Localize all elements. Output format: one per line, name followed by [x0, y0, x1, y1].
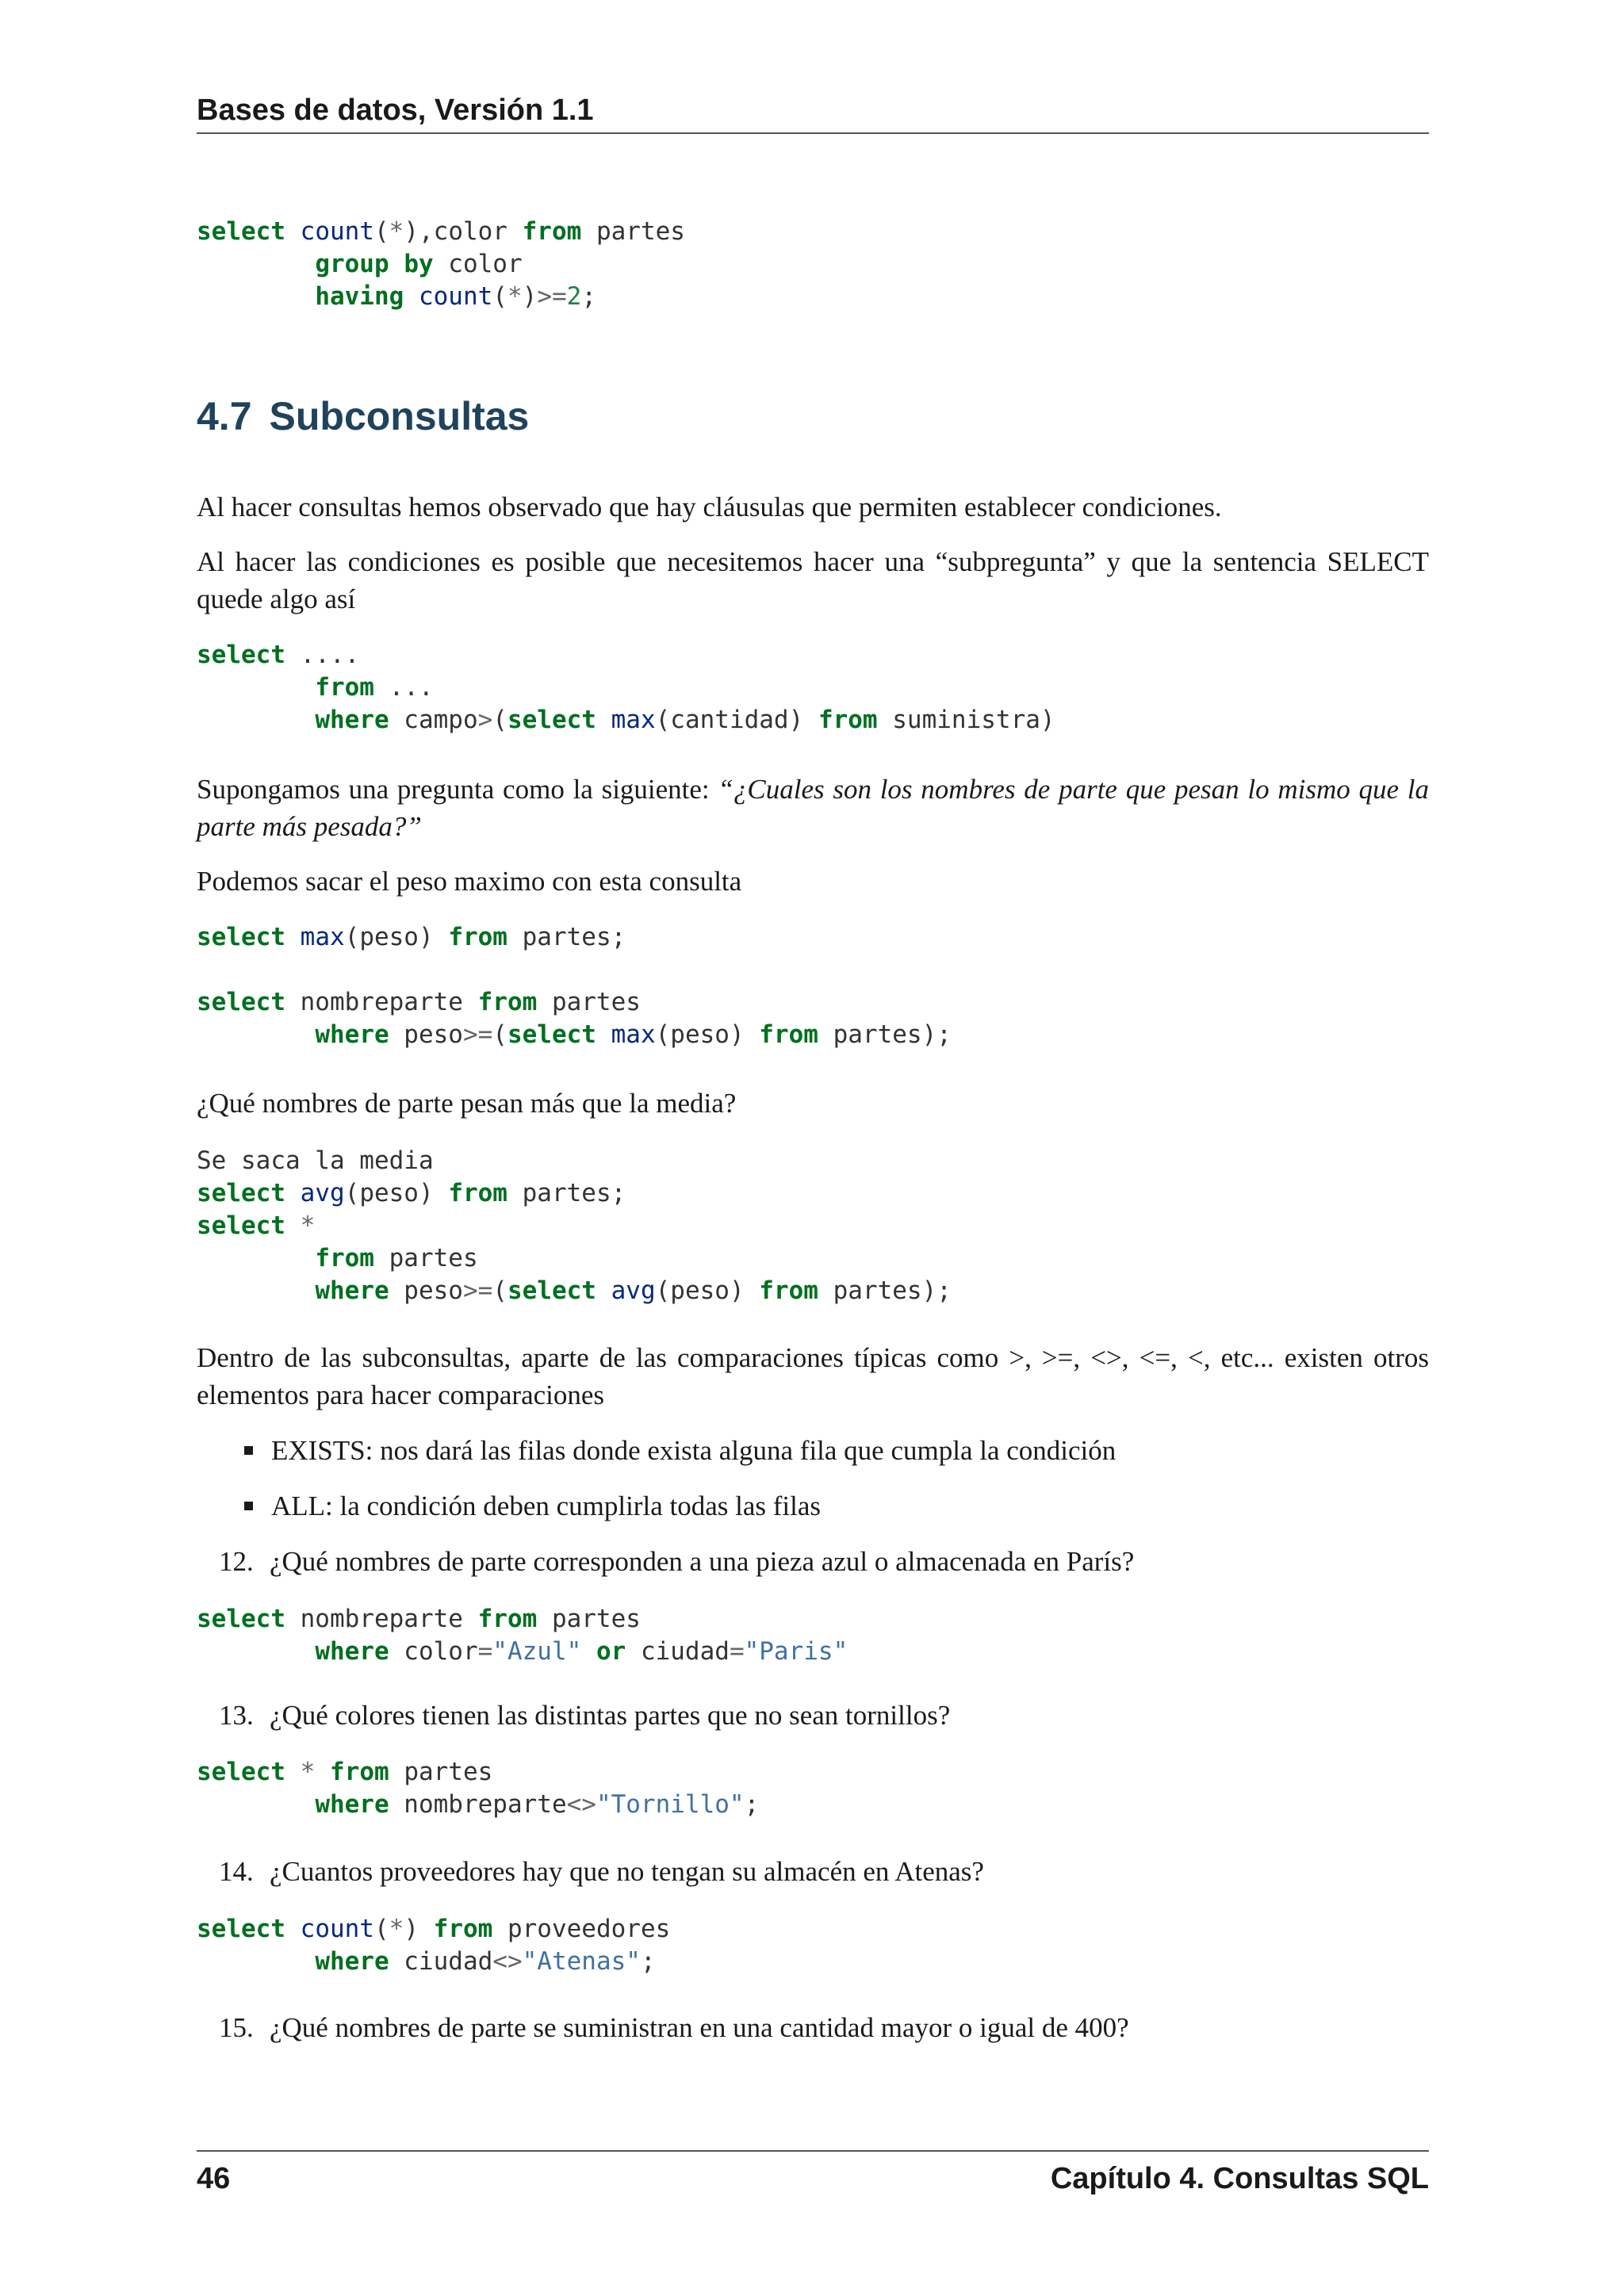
sql-text: (	[373, 217, 389, 246]
paragraph-media: ¿Qué nombres de parte pesan más que la media?	[197, 1088, 737, 1119]
sql-text: partes;	[507, 923, 626, 951]
sql-text: (peso)	[655, 1276, 760, 1305]
code-line	[197, 1244, 478, 1272]
bullet-square-icon	[244, 1446, 253, 1455]
sql-text	[285, 923, 301, 951]
sql-text: proveedores	[492, 1915, 671, 1943]
question-number: 14.	[219, 1856, 254, 1887]
sql-text: nombreparte	[389, 1790, 567, 1819]
sql-keyword: from	[818, 706, 878, 734]
sql-keyword: select	[197, 1758, 285, 1786]
sql-text: ....	[285, 641, 360, 669]
sql-text: ;	[640, 1947, 656, 1976]
sql-text: ;	[581, 282, 596, 311]
sql-text: ;	[744, 1790, 760, 1819]
sql-keyword: from	[522, 217, 582, 246]
paragraph-comparaciones: Dentro de las subconsultas, aparte de las comparaciones típicas como >, >=, <>, <=, <, etc... existen otros elementos para hacer comparaciones	[197, 1342, 1429, 1410]
sql-operator: <>	[492, 1947, 523, 1976]
sql-text: (peso)	[344, 923, 449, 951]
sql-text: (	[373, 1915, 389, 1943]
sql-text: partes	[581, 217, 685, 246]
sql-operator: *	[389, 217, 404, 246]
code-block-q13	[197, 1756, 759, 1821]
sql-text: (peso)	[655, 1020, 760, 1049]
sql-keyword: by	[404, 250, 434, 278]
footer-page-number: 46	[197, 2162, 231, 2195]
sql-text	[197, 1020, 315, 1049]
sql-keyword: select	[507, 1020, 596, 1049]
sql-text: campo	[389, 706, 478, 734]
bullet-text: EXISTS: nos dará las filas donde exista alguna fila que cumpla la condición	[271, 1435, 1116, 1466]
sql-text: nombreparte	[285, 988, 478, 1016]
bullet-item	[244, 1432, 1116, 1469]
code-line	[197, 1790, 759, 1819]
sql-keyword: where	[315, 1276, 389, 1305]
sql-text: (cantidad)	[655, 706, 818, 734]
sql-keyword: where	[315, 1637, 389, 1666]
question-text: ¿Qué nombres de parte se suministran en una cantidad mayor o igual de 400?	[270, 2012, 1129, 2043]
sql-text	[404, 282, 419, 311]
sql-text: (	[492, 282, 508, 311]
sql-text	[581, 1637, 596, 1666]
sql-keyword: from	[448, 923, 508, 951]
sql-operator: >	[477, 706, 493, 734]
sql-operator: >=	[462, 1020, 493, 1049]
sql-text: nombreparte	[285, 1605, 478, 1633]
sql-text: (	[492, 1020, 508, 1049]
sql-keyword: from	[448, 1179, 508, 1207]
code-line	[197, 1211, 315, 1240]
sql-text	[285, 1179, 301, 1207]
sql-text	[285, 1915, 301, 1943]
question-item	[219, 2009, 1129, 2046]
code-line	[197, 1276, 952, 1305]
paragraph-question-example	[197, 771, 1429, 845]
sql-string: "Tornillo"	[596, 1790, 745, 1819]
code-line	[197, 217, 685, 246]
sql-text: Se saca la media	[197, 1146, 434, 1175]
sql-keyword: select	[197, 1915, 285, 1943]
section-heading: Subconsultas	[269, 394, 530, 438]
sql-keyword: or	[596, 1637, 626, 1666]
sql-text: color	[433, 250, 523, 278]
section-title	[197, 393, 546, 439]
sql-keyword: select	[197, 923, 285, 951]
sql-keyword: select	[197, 1211, 285, 1240]
sql-text: ...	[373, 673, 434, 702]
sql-text	[197, 1947, 315, 1976]
section-number: 4.7	[197, 394, 252, 438]
bullet-text: ALL: la condición deben cumplirla todas las filas	[271, 1490, 821, 1521]
sql-text: ciudad	[626, 1637, 730, 1666]
sql-string: "Atenas"	[522, 1947, 641, 1976]
question-number: 15.	[219, 2012, 254, 2043]
code-block-group-by	[197, 216, 685, 313]
sql-keyword: select	[197, 1179, 285, 1207]
sql-text: partes);	[818, 1020, 952, 1049]
sql-string: "Paris"	[744, 1637, 848, 1666]
sql-operator: =	[729, 1637, 745, 1666]
sql-text	[596, 1276, 611, 1305]
sql-text	[197, 250, 315, 278]
sql-function: count	[418, 282, 493, 311]
sql-text: ),color	[404, 217, 523, 246]
sql-operator: >=	[537, 282, 567, 311]
code-line	[197, 706, 1055, 734]
sql-text: partes	[537, 988, 641, 1016]
sql-text	[315, 1758, 330, 1786]
sql-text: partes	[537, 1605, 641, 1633]
sql-keyword: select	[507, 1276, 596, 1305]
sql-keyword: having	[315, 282, 404, 311]
paragraph-peso-maximo: Podemos sacar el peso maximo con esta consulta	[197, 866, 742, 897]
question-item	[219, 1853, 984, 1890]
sql-text	[197, 1637, 315, 1666]
sql-keyword: from	[759, 1020, 818, 1049]
sql-text	[197, 673, 315, 702]
sql-keyword: select	[197, 988, 285, 1016]
sql-keyword: from	[477, 988, 538, 1016]
sql-operator: <>	[566, 1790, 596, 1819]
sql-text	[285, 217, 301, 246]
question-text: ¿Qué colores tienen las distintas partes que no sean tornillos?	[270, 1700, 951, 1731]
sql-text	[285, 1211, 301, 1240]
code-line	[197, 641, 359, 669]
paragraph-question-quote: “¿Cuales son los nombres de parte que pesan lo mismo que la parte más pesada?”	[197, 774, 1429, 842]
question-text: ¿Cuantos proveedores hay que no tengan su almacén en Atenas?	[270, 1856, 984, 1887]
bullet-square-icon	[244, 1502, 253, 1510]
question-number: 13.	[219, 1700, 254, 1731]
sql-function: count	[300, 1915, 374, 1943]
sql-string: "Azul"	[492, 1637, 582, 1666]
sql-function: max	[611, 1020, 656, 1049]
code-block-q14	[197, 1913, 670, 1978]
sql-text	[197, 1790, 315, 1819]
paragraph-question-lead: Supongamos una pregunta como la siguiente:	[197, 774, 718, 805]
sql-text: ciudad	[389, 1947, 493, 1976]
sql-number: 2	[566, 282, 582, 311]
sql-text: partes	[389, 1758, 493, 1786]
sql-keyword: select	[197, 217, 285, 246]
sql-keyword: select	[197, 1605, 285, 1633]
sql-text: )	[522, 282, 538, 311]
sql-function: max	[611, 706, 656, 734]
code-block-avg-peso	[197, 1145, 952, 1307]
sql-operator: =	[477, 1637, 493, 1666]
header-rule	[197, 132, 1429, 134]
sql-function: max	[300, 923, 345, 951]
question-number: 12.	[219, 1546, 254, 1577]
sql-function: avg	[611, 1276, 656, 1305]
code-line	[197, 1146, 434, 1175]
question-item	[219, 1697, 950, 1734]
sql-text	[389, 250, 404, 278]
sql-keyword: from	[315, 1244, 374, 1272]
sql-keyword: where	[315, 706, 389, 734]
sql-text	[197, 1244, 315, 1272]
code-line	[197, 1179, 626, 1207]
sql-text	[197, 706, 315, 734]
sql-text	[285, 1758, 301, 1786]
code-line	[197, 673, 434, 702]
sql-text: partes	[373, 1244, 478, 1272]
sql-operator: >=	[462, 1276, 493, 1305]
sql-text: partes;	[507, 1179, 626, 1207]
code-block-max-peso	[197, 921, 952, 1051]
code-line	[197, 1605, 641, 1633]
sql-keyword: select	[507, 706, 596, 734]
sql-text: peso	[389, 1276, 463, 1305]
code-block-subquery-template	[197, 639, 1055, 737]
sql-operator: *	[507, 282, 523, 311]
sql-keyword: from	[759, 1276, 818, 1305]
header-title: Bases de datos, Versión 1.1	[197, 94, 594, 127]
code-line	[197, 250, 523, 278]
paragraph-intro: Al hacer consultas hemos observado que hay cláusulas que permiten establecer condiciones.	[197, 492, 1222, 522]
bullet-item	[244, 1487, 821, 1525]
sql-text: color	[389, 1637, 478, 1666]
code-line	[197, 1758, 492, 1786]
code-line	[197, 1020, 952, 1049]
code-line	[197, 1637, 848, 1666]
sql-text	[596, 706, 611, 734]
question-text: ¿Qué nombres de parte corresponden a una pieza azul o almacenada en París?	[270, 1546, 1135, 1577]
sql-text: )	[404, 1915, 434, 1943]
sql-text: peso	[389, 1020, 463, 1049]
sql-keyword: from	[477, 1605, 538, 1633]
sql-text: (peso)	[344, 1179, 449, 1207]
sql-function: count	[300, 217, 374, 246]
sql-keyword: select	[197, 641, 285, 669]
sql-keyword: from	[330, 1758, 389, 1786]
code-line	[197, 1915, 670, 1943]
sql-text: (	[492, 1276, 508, 1305]
sql-text: partes);	[818, 1276, 952, 1305]
code-line	[197, 1947, 656, 1976]
sql-keyword: where	[315, 1947, 389, 1976]
code-line	[197, 988, 641, 1016]
sql-text: (	[492, 706, 508, 734]
sql-text	[596, 1020, 611, 1049]
sql-keyword: group	[315, 250, 389, 278]
sql-operator: *	[389, 1915, 404, 1943]
sql-operator: *	[300, 1758, 316, 1786]
footer-chapter-title: Capítulo 4. Consultas SQL	[1050, 2162, 1429, 2195]
question-item	[219, 1543, 1134, 1580]
sql-function: avg	[300, 1179, 345, 1207]
sql-text: suministra)	[877, 706, 1055, 734]
sql-operator: *	[300, 1211, 316, 1240]
sql-keyword: where	[315, 1790, 389, 1819]
sql-text	[197, 1276, 315, 1305]
paragraph-subpregunta: Al hacer las condiciones es posible que necesitemos hacer una “subpregunta” y que la sentencia SELECT quede algo así	[197, 546, 1429, 614]
code-block-q12	[197, 1603, 848, 1668]
sql-keyword: from	[433, 1915, 493, 1943]
code-line	[197, 923, 626, 951]
sql-keyword: where	[315, 1020, 389, 1049]
code-line	[197, 282, 596, 311]
footer-rule	[197, 2150, 1429, 2152]
sql-keyword: from	[315, 673, 374, 702]
sql-text	[197, 282, 315, 311]
